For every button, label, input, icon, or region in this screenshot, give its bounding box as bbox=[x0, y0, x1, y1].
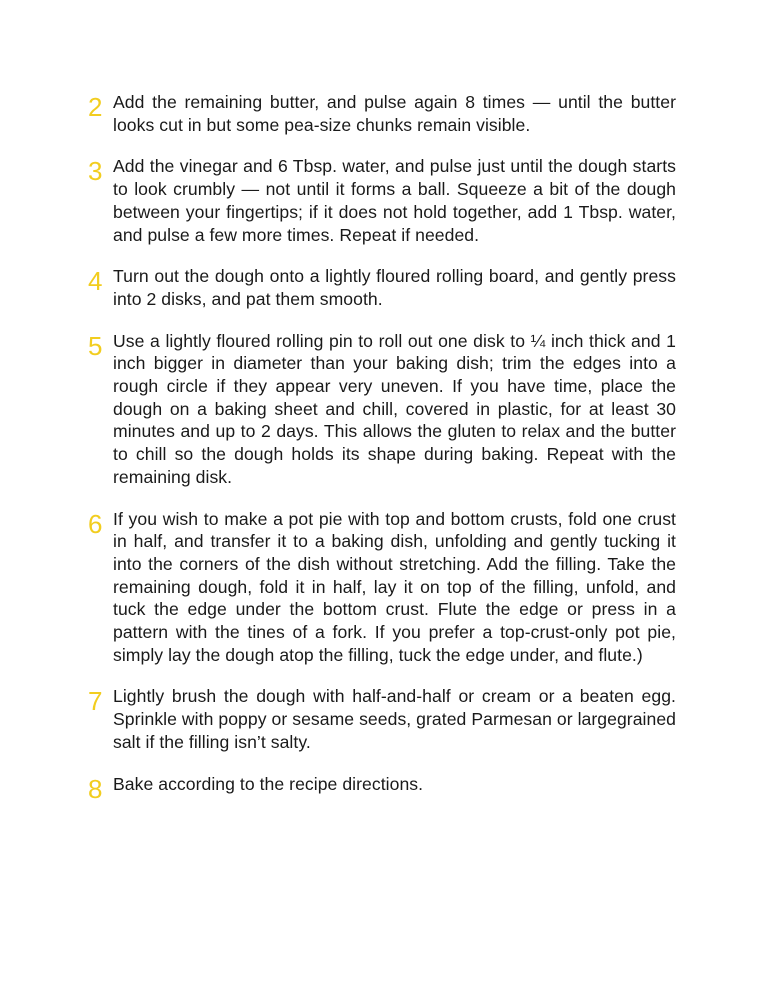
step-text: Turn out the dough onto a lightly floured rolling board, and gently press into 2 disks, and pat them smooth. bbox=[113, 266, 676, 309]
step-text: Lightly brush the dough with half-and-half or cream or a beaten egg. Sprinkle with poppy or sesame seeds, grated Parmesan or largegrained salt if the filling isn’t salty. bbox=[113, 686, 676, 752]
step-number: 6 bbox=[88, 508, 103, 539]
step-7 bbox=[88, 685, 676, 753]
step-number: 5 bbox=[88, 330, 103, 361]
step-text: If you wish to make a pot pie with top and bottom crusts, fold one crust in half, and transfer it to a baking dish, unfolding and gently tucking it into the corners of the dish without stretching. Add the filling. Take the remaining dough, fold it in half, lay it on top of the filling, unfold, and tuck the edge under the bottom crust. Flute the edge or press in a pattern with the tines of a fork. If you prefer a top-crust-only pot pie, simply lay the dough atop the filling, tuck the edge under, and flute.) bbox=[113, 508, 676, 665]
step-text: Bake according to the recipe directions. bbox=[113, 773, 424, 794]
step-8 bbox=[88, 773, 676, 804]
instruction-steps bbox=[88, 91, 676, 814]
step-3 bbox=[88, 155, 676, 246]
step-text: Add the vinegar and 6 Tbsp. water, and pulse just until the dough starts to look crumbly — not until it forms a ball. Squeeze a bit of the dough between your fingertips; if it does not hold together, add 1 Tbsp. water, and pulse a few more times. Repeat if needed. bbox=[113, 156, 676, 245]
step-text: Use a lightly floured rolling pin to roll out one disk to ¼ inch thick and 1 inch bigger in diameter than your baking dish; trim the edges into a rough circle if they appear very uneven. If you have time, place the dough on a baking sheet and chill, covered in plastic, for at least 30 minutes and up to 2 days. This allows the gluten to relax and the butter to chill so the dough holds its shape during baking. Repeat with the remaining disk. bbox=[113, 330, 676, 487]
step-text: Add the remaining butter, and pulse again 8 times — until the butter looks cut in but some pea-size chunks remain visible. bbox=[113, 92, 676, 135]
step-number: 8 bbox=[88, 773, 103, 804]
step-number: 4 bbox=[88, 266, 103, 297]
step-4 bbox=[88, 265, 676, 310]
step-6 bbox=[88, 508, 676, 667]
step-number: 3 bbox=[88, 156, 103, 187]
step-number: 7 bbox=[88, 686, 103, 717]
step-2 bbox=[88, 91, 676, 136]
step-5 bbox=[88, 330, 676, 489]
step-number: 2 bbox=[88, 92, 103, 122]
